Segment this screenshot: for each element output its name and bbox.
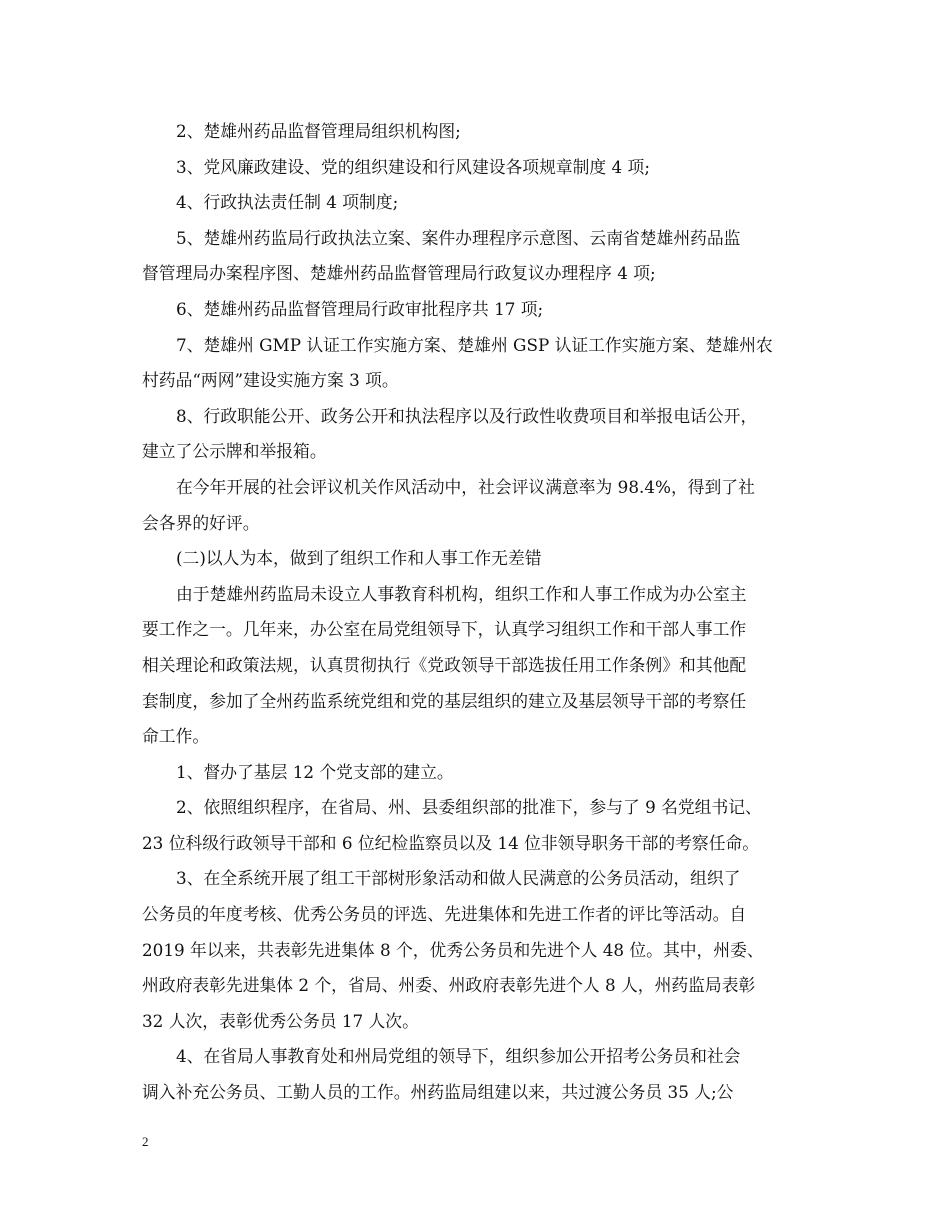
text-line: 2019 年以来，共表彰先进集体 8 个，优秀公务员和先进个人 48 位。其中，州委、	[142, 939, 764, 960]
text-line: 村药品“两网”建设实施方案 3 项。	[142, 370, 399, 391]
text-line: 5、楚雄州药监局行政执法立案、案件办理程序示意图、云南省楚雄州药品监	[176, 227, 741, 248]
text-line: 命工作。	[142, 726, 210, 747]
text-line: 1、督办了基层 12 个党支部的建立。	[176, 761, 454, 782]
text-line: 相关理论和政策法规，认真贯彻执行《党政领导干部选拔任用工作条例》和其他配	[142, 654, 747, 675]
text-line: 会各界的好评。	[142, 512, 260, 533]
body-text	[142, 114, 814, 1111]
text-line: 公务员的年度考核、优秀公务员的评选、先进集体和先进工作者的评比等活动。自	[142, 904, 747, 925]
text-line: 4、在省局人事教育处和州局党组的领导下，组织参加公开招考公务员和社会	[176, 1046, 741, 1067]
text-line: 6、楚雄州药品监督管理局行政审批程序共 17 项;	[176, 298, 544, 319]
text-line: 由于楚雄州药监局未设立人事教育科机构，组织工作和人事工作成为办公室主	[176, 583, 747, 604]
text-line: 在今年开展的社会评议机关作风活动中，社会评议满意率为 98.4%，得到了社	[176, 476, 755, 497]
text-line: 3、党风廉政建设、党的组织建设和行风建设各项规章制度 4 项;	[176, 156, 650, 177]
text-line: 23 位科级行政领导干部和 6 位纪检监察员以及 14 位非领导职务干部的考察任命。	[142, 832, 760, 853]
text-line: 32 人次，表彰优秀公务员 17 人次。	[142, 1010, 419, 1031]
text-line: 4、行政执法责任制 4 项制度;	[176, 192, 399, 213]
text-line: 督管理局办案程序图、楚雄州药品监督管理局行政复议办理程序 4 项;	[142, 263, 656, 284]
text-line: 建立了公示牌和举报箱。	[142, 441, 327, 462]
text-line: 2、楚雄州药品监督管理局组织机构图;	[176, 121, 461, 141]
section-heading: (二)以人为本，做到了组织工作和人事工作无差错	[176, 548, 542, 569]
text-line: 调入补充公务员、工勤人员的工作。州药监局组建以来，共过渡公务员 35 人;公	[142, 1082, 734, 1103]
page-number: 2	[142, 1134, 149, 1149]
text-line: 州政府表彰先进集体 2 个，省局、州委、州政府表彰先进个人 8 人，州药监局表彰	[142, 975, 756, 996]
text-line: 要工作之一。几年来，办公室在局党组领导下，认真学习组织工作和干部人事工作	[142, 619, 747, 640]
text-line: 3、在全系统开展了组工干部树形象活动和做人民满意的公务员活动，组织了	[176, 868, 741, 889]
text-line: 8、行政职能公开、政务公开和执法程序以及行政性收费项目和举报电话公开，	[176, 405, 758, 426]
text-line: 2、依照组织程序，在省局、州、县委组织部的批准下，参与了 9 名党组书记、	[176, 797, 762, 818]
text-line: 套制度，参加了全州药监系统党组和党的基层组织的建立及基层领导干部的考察任	[142, 690, 747, 711]
text-line: 7、楚雄州 GMP 认证工作实施方案、楚雄州 GSP 认证工作实施方案、楚雄州农	[176, 334, 773, 355]
